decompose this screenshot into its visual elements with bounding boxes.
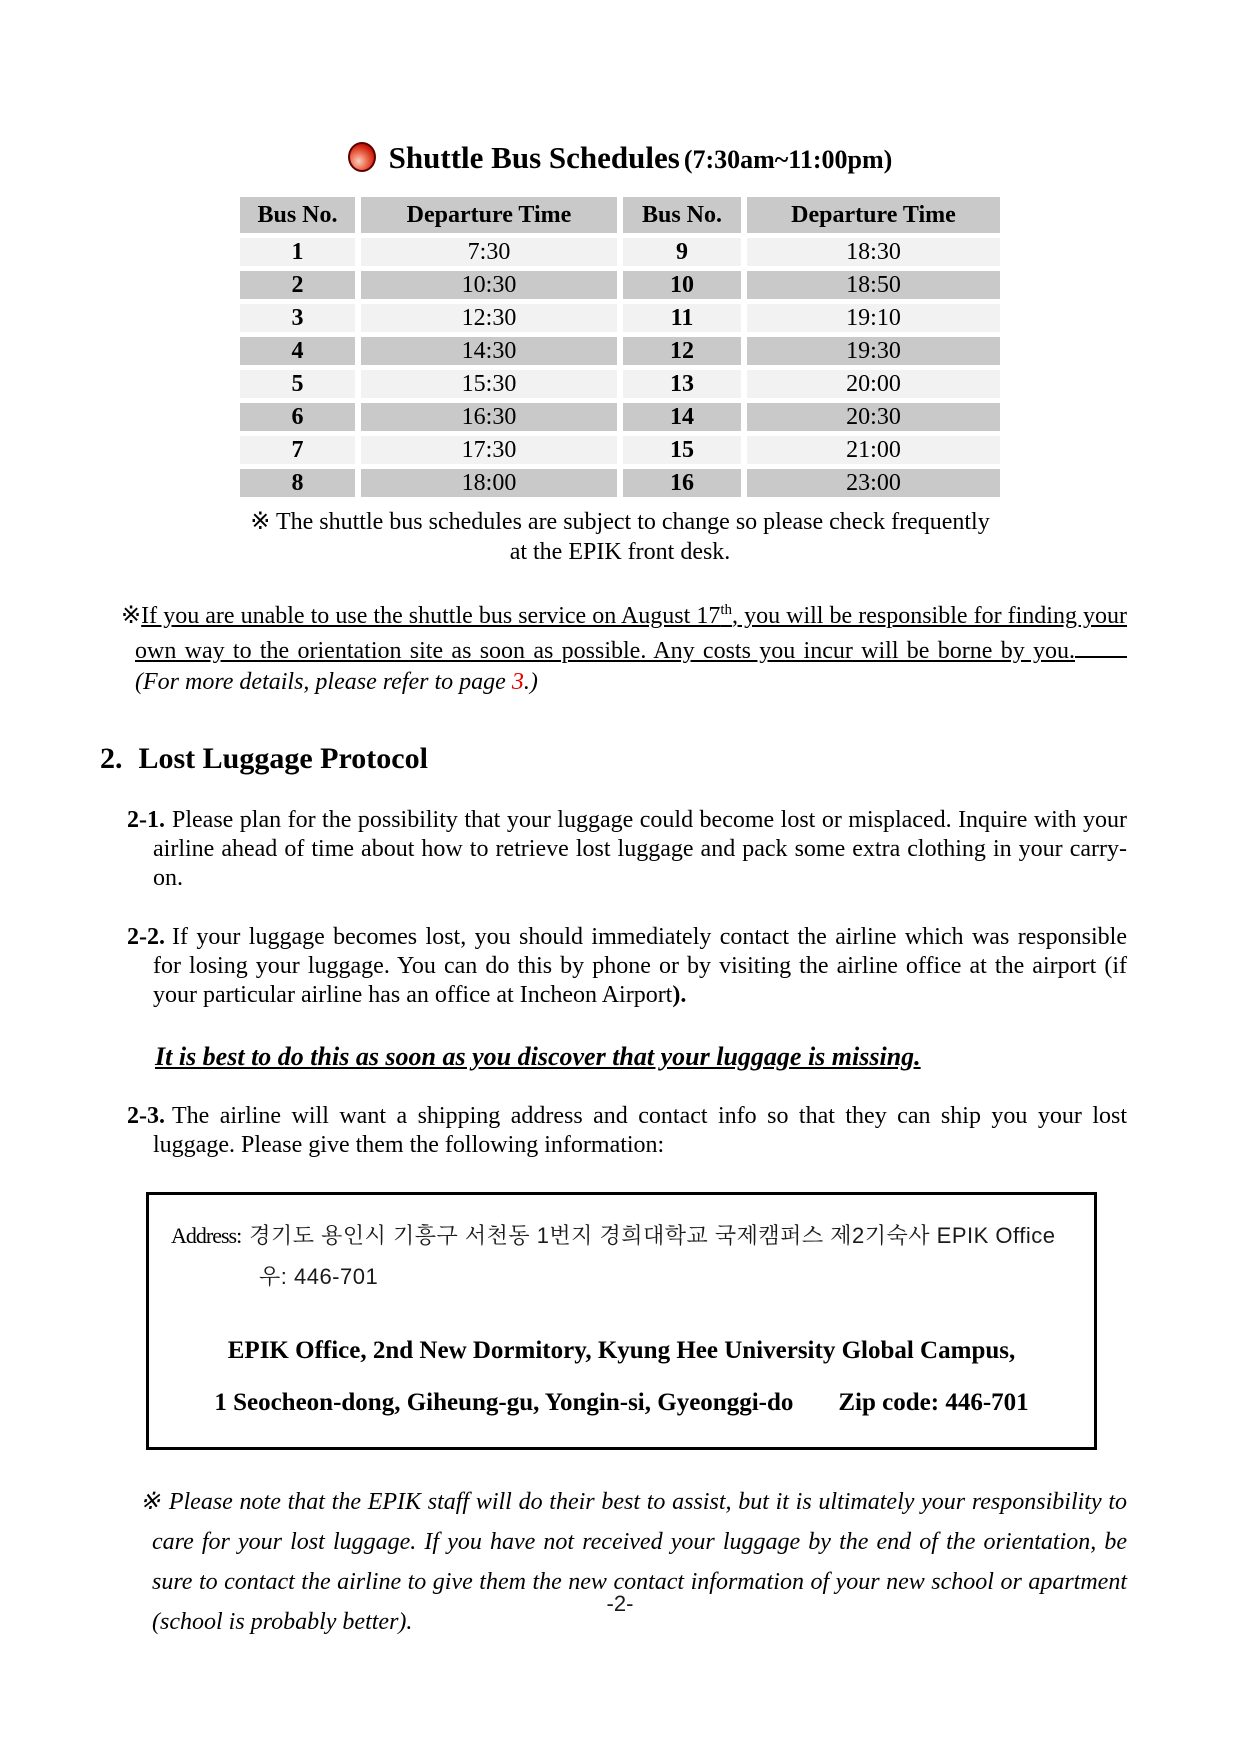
bold-paren-suffix: ). xyxy=(672,982,687,1008)
departure-time-cell: 18:30 xyxy=(747,238,1000,266)
col-header-bus-no-2: Bus No. xyxy=(623,197,741,233)
bus-number-cell: 5 xyxy=(240,370,355,398)
reference-mark: ※ xyxy=(121,603,142,629)
bus-number-cell: 10 xyxy=(623,271,741,299)
title-time-range: (7:30am~11:00pm) xyxy=(683,145,893,174)
zip-code: Zip code: 446-701 xyxy=(838,1389,1029,1416)
paragraph-label: 2-1. xyxy=(127,807,165,833)
paragraph-label: 2-3. xyxy=(127,1103,165,1129)
bus-number-cell: 14 xyxy=(623,403,741,431)
departure-time-cell: 18:50 xyxy=(747,271,1000,299)
address-line-korean xyxy=(171,1219,1072,1250)
col-header-departure-1: Departure Time xyxy=(361,197,617,233)
closing-note-text: Please note that the EPIK staff will do their best to assist, but it is ultimately your responsibility to care for your lost luggage. If you have not received your luggage by the end of the orientation, be sure to contact the airline to give them the new contact information of your new school or apartment (school is probably better). xyxy=(152,1489,1128,1635)
paragraph-2-1 xyxy=(127,806,1127,893)
bus-number-cell: 8 xyxy=(240,469,355,497)
departure-time-cell: 7:30 xyxy=(361,238,617,266)
departure-time-cell: 12:30 xyxy=(361,304,617,332)
bus-number-cell: 1 xyxy=(240,238,355,266)
col-header-departure-2: Departure Time xyxy=(747,197,1000,233)
address-label: Address: xyxy=(171,1223,242,1248)
departure-time-cell: 14:30 xyxy=(361,337,617,365)
bus-number-cell: 7 xyxy=(240,436,355,464)
bus-number-cell: 3 xyxy=(240,304,355,332)
col-header-bus-no-1: Bus No. xyxy=(240,197,355,233)
departure-time-cell: 20:00 xyxy=(747,370,1000,398)
closing-note xyxy=(140,1482,1127,1642)
aside-text-a: (For more details, please refer to page xyxy=(135,669,512,695)
table-row xyxy=(240,370,1000,398)
shipping-address-box xyxy=(146,1192,1097,1450)
reference-mark: ※ xyxy=(140,1489,161,1515)
aside-text-b: .) xyxy=(523,669,538,695)
english-address-line1: EPIK Office, 2nd New Dormitory, Kyung Hee University Global Campus, xyxy=(227,1337,1016,1364)
departure-time-cell: 18:00 xyxy=(361,469,617,497)
departure-time-cell: 21:00 xyxy=(747,436,1000,464)
bus-number-cell: 6 xyxy=(240,403,355,431)
departure-time-cell: 20:30 xyxy=(747,403,1000,431)
departure-time-cell: 19:30 xyxy=(747,337,1000,365)
korean-address-text: 경기도 용인시 기흥구 서천동 1번지 경희대학교 국제캠퍼스 제2기숙사 EPIK Office xyxy=(249,1223,1056,1248)
bus-number-cell: 15 xyxy=(623,436,741,464)
departure-time-cell: 17:30 xyxy=(361,436,617,464)
warning-underlined-text-a: If you are unable to use the shuttle bus service on August 17 xyxy=(141,603,721,629)
underline-spacer xyxy=(1075,632,1127,658)
table-row xyxy=(240,271,1000,299)
postal-code-korean: 우: 446-701 xyxy=(259,1264,379,1289)
table-row xyxy=(240,238,1000,266)
paragraph-text: If your luggage becomes lost, you should immediately contact the airline which was responsible for losing your luggage. You can do this by phone or by visiting the airline office at the airport (if your particular airline has an office at Incheon Airport xyxy=(153,924,1127,1008)
departure-time-cell: 19:10 xyxy=(747,304,1000,332)
table-row xyxy=(240,304,1000,332)
shuttle-schedule-title xyxy=(113,140,1127,176)
emphasis-line: It is best to do this as soon as you discover that your luggage is missing. xyxy=(155,1042,921,1071)
page-number: -2- xyxy=(606,1591,634,1616)
red-ball-bullet-icon xyxy=(348,142,376,172)
schedule-change-note-line1: ※ The shuttle bus schedules are subject to change so please check frequently xyxy=(250,509,990,535)
departure-time-cell: 15:30 xyxy=(361,370,617,398)
shuttle-bus-table xyxy=(234,192,1006,502)
bus-number-cell: 11 xyxy=(623,304,741,332)
paragraph-text: Please plan for the possibility that your luggage could become lost or misplaced. Inquire with your airline ahead of time about how to retrieve lost luggage and pack some extra clothing in your carry-on. xyxy=(153,807,1127,891)
paragraph-text: The airline will want a shipping address and contact info so that they can ship you your lost luggage. Please give them the following information: xyxy=(153,1103,1127,1158)
table-row xyxy=(240,337,1000,365)
ordinal-superscript: th xyxy=(720,602,733,618)
table-row xyxy=(240,469,1000,497)
paragraph-2-2 xyxy=(127,923,1127,1010)
schedule-change-note xyxy=(113,507,1127,567)
warning-underlined-text-b: , you will be responsible for finding your own way to the orientation site as soon as possible. Any costs you incur will be borne by you. xyxy=(135,603,1128,664)
bus-number-cell: 4 xyxy=(240,337,355,365)
english-address-street: 1 Seocheon-dong, Giheung-gu, Yongin-si, Gyeonggi-do xyxy=(214,1389,794,1416)
section-2-heading xyxy=(100,742,1127,776)
schedule-change-note-line2: at the EPIK front desk. xyxy=(509,539,731,565)
title-text: Shuttle Bus Schedules xyxy=(388,140,680,175)
bus-number-cell: 9 xyxy=(623,238,741,266)
table-row xyxy=(240,436,1000,464)
departure-time-cell: 16:30 xyxy=(361,403,617,431)
table-row xyxy=(240,403,1000,431)
paragraph-label: 2-2. xyxy=(127,924,165,950)
departure-time-cell: 10:30 xyxy=(361,271,617,299)
page-3-reference: 3 xyxy=(511,669,524,695)
bus-number-cell: 16 xyxy=(623,469,741,497)
paragraph-2-3 xyxy=(127,1102,1127,1160)
bus-number-cell: 12 xyxy=(623,337,741,365)
departure-time-cell: 23:00 xyxy=(747,469,1000,497)
section-number: 2. xyxy=(100,742,123,775)
section-title: Lost Luggage Protocol xyxy=(138,742,428,775)
english-address-line2 xyxy=(171,1389,1072,1417)
bus-number-cell: 2 xyxy=(240,271,355,299)
bus-number-cell: 13 xyxy=(623,370,741,398)
shuttle-warning-note xyxy=(121,601,1127,698)
table-header-row xyxy=(240,197,1000,233)
